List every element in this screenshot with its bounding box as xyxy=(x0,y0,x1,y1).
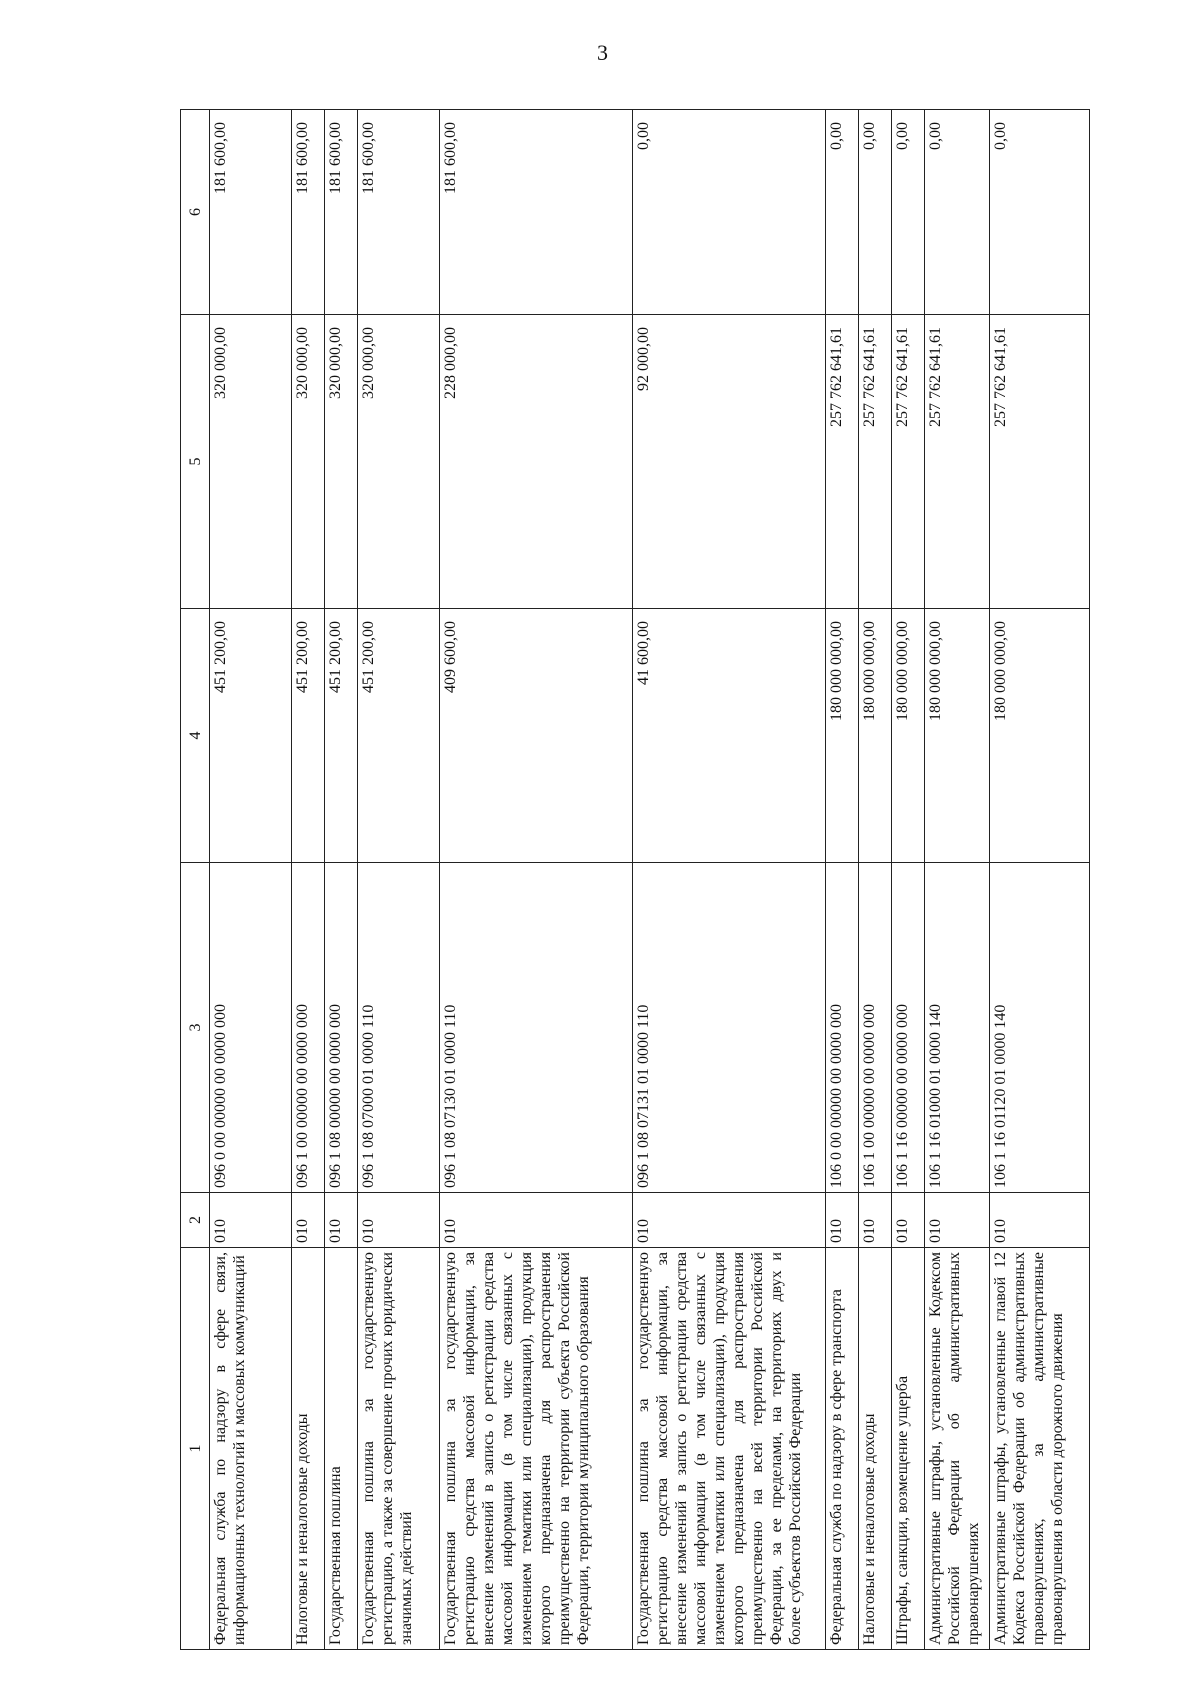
row-value-4: 180 000 000,00 xyxy=(990,609,1090,863)
row-value-6: 0,00 xyxy=(990,110,1090,315)
row-line-code: 010 xyxy=(990,1193,1090,1248)
col-header-2: 2 xyxy=(181,1193,210,1248)
row-value-4: 180 000 000,00 xyxy=(892,609,925,863)
row-name: Государственная пошлина за государственную регистрацию средства массовой информации, за внесение изменений в запись о регистрации средства массовой информации (в том числе связанных с изменением тематики или специализации), продукция которого предназначена для распространения преимущественно на территории субъекта Российской Федерации, территории муниципального образования xyxy=(440,1248,633,1650)
row-name: Государственная пошлина за государственную регистрацию, а также за совершение прочих юридически значимых действий xyxy=(358,1248,440,1650)
row-value-4: 451 200,00 xyxy=(325,609,358,863)
row-budget-code: 096 1 08 07130 01 0000 110 xyxy=(440,863,633,1193)
row-value-4: 451 200,00 xyxy=(210,609,292,863)
row-value-6: 0,00 xyxy=(859,110,892,315)
row-value-5: 257 762 641,61 xyxy=(925,315,990,609)
row-value-4: 409 600,00 xyxy=(440,609,633,863)
row-line-code: 010 xyxy=(358,1193,440,1248)
row-name: Административные штрафы, установленные Кодексом Российской Федерации об административных правонарушениях xyxy=(925,1248,990,1650)
row-budget-code: 106 1 00 00000 00 0000 000 xyxy=(859,863,892,1193)
rotated-table-container xyxy=(180,110,1066,1650)
row-value-5: 320 000,00 xyxy=(292,315,325,609)
row-name: Федеральная служба по надзору в сфере связи, информационных технологий и массовых коммуникаций xyxy=(210,1248,292,1650)
row-value-4: 180 000 000,00 xyxy=(859,609,892,863)
row-value-6: 181 600,00 xyxy=(358,110,440,315)
row-name: Государственная пошлина xyxy=(325,1248,358,1650)
row-line-code: 010 xyxy=(325,1193,358,1248)
row-budget-code: 106 0 00 00000 00 0000 000 xyxy=(826,863,859,1193)
row-value-6: 181 600,00 xyxy=(292,110,325,315)
row-value-5: 257 762 641,61 xyxy=(990,315,1090,609)
row-line-code: 010 xyxy=(440,1193,633,1248)
row-value-4: 451 200,00 xyxy=(358,609,440,863)
row-value-6: 181 600,00 xyxy=(210,110,292,315)
row-name: Налоговые и неналоговые доходы xyxy=(292,1248,325,1650)
row-value-5: 320 000,00 xyxy=(358,315,440,609)
row-name: Административные штрафы, установленные главой 12 Кодекса Российской Федерации об административных правонарушениях, за административные правонарушения в области дорожного движения xyxy=(990,1248,1090,1650)
row-line-code: 010 xyxy=(210,1193,292,1248)
row-line-code: 010 xyxy=(633,1193,826,1248)
row-budget-code: 096 1 08 07131 01 0000 110 xyxy=(633,863,826,1193)
table-row xyxy=(325,110,358,1650)
row-name: Налоговые и неналоговые доходы xyxy=(859,1248,892,1650)
table-row xyxy=(440,110,633,1650)
row-name: Штрафы, санкции, возмещение ущерба xyxy=(892,1248,925,1650)
col-header-5: 5 xyxy=(181,315,210,609)
table-row xyxy=(859,110,892,1650)
row-value-5: 257 762 641,61 xyxy=(892,315,925,609)
table-row xyxy=(892,110,925,1650)
row-line-code: 010 xyxy=(826,1193,859,1248)
header-row xyxy=(181,110,210,1650)
page-number: 3 xyxy=(597,40,608,65)
row-value-5: 320 000,00 xyxy=(210,315,292,609)
row-line-code: 010 xyxy=(925,1193,990,1248)
row-value-5: 92 000,00 xyxy=(633,315,826,609)
col-header-4: 4 xyxy=(181,609,210,863)
col-header-1: 1 xyxy=(181,1248,210,1650)
row-value-6: 0,00 xyxy=(925,110,990,315)
table-row xyxy=(925,110,990,1650)
row-value-5: 257 762 641,61 xyxy=(859,315,892,609)
row-budget-code: 096 1 08 00000 00 0000 000 xyxy=(325,863,358,1193)
col-header-3: 3 xyxy=(181,863,210,1193)
row-name: Федеральная служба по надзору в сфере транспорта xyxy=(826,1248,859,1650)
table-row xyxy=(210,110,292,1650)
row-line-code: 010 xyxy=(859,1193,892,1248)
row-budget-code: 096 1 00 00000 00 0000 000 xyxy=(292,863,325,1193)
row-budget-code: 096 1 08 07000 01 0000 110 xyxy=(358,863,440,1193)
row-value-5: 257 762 641,61 xyxy=(826,315,859,609)
row-value-6: 0,00 xyxy=(633,110,826,315)
row-budget-code: 096 0 00 00000 00 0000 000 xyxy=(210,863,292,1193)
table-row xyxy=(826,110,859,1650)
table-row xyxy=(990,110,1090,1650)
row-value-4: 451 200,00 xyxy=(292,609,325,863)
row-name: Государственная пошлина за государственную регистрацию средства массовой информации, за внесение изменений в запись о регистрации средства массовой информации (в том числе связанных с изменением тематики или специализации), продукция которого предназначена для распространения преимущественно на всей территории Российской Федерации, за ее пределами, на территориях двух и более субъектов Российской Федерации xyxy=(633,1248,826,1650)
table-row xyxy=(292,110,325,1650)
revenue-table xyxy=(180,109,1090,1650)
row-value-5: 320 000,00 xyxy=(325,315,358,609)
row-value-6: 0,00 xyxy=(892,110,925,315)
col-header-6: 6 xyxy=(181,110,210,315)
row-value-6: 181 600,00 xyxy=(325,110,358,315)
row-line-code: 010 xyxy=(292,1193,325,1248)
row-value-6: 0,00 xyxy=(826,110,859,315)
table-row xyxy=(633,110,826,1650)
row-value-6: 181 600,00 xyxy=(440,110,633,315)
row-value-5: 228 000,00 xyxy=(440,315,633,609)
row-value-4: 180 000 000,00 xyxy=(826,609,859,863)
row-value-4: 180 000 000,00 xyxy=(925,609,990,863)
row-line-code: 010 xyxy=(892,1193,925,1248)
row-budget-code: 106 1 16 00000 00 0000 000 xyxy=(892,863,925,1193)
table-row xyxy=(358,110,440,1650)
row-budget-code: 106 1 16 01120 01 0000 140 xyxy=(990,863,1090,1193)
row-value-4: 41 600,00 xyxy=(633,609,826,863)
row-budget-code: 106 1 16 01000 01 0000 140 xyxy=(925,863,990,1193)
